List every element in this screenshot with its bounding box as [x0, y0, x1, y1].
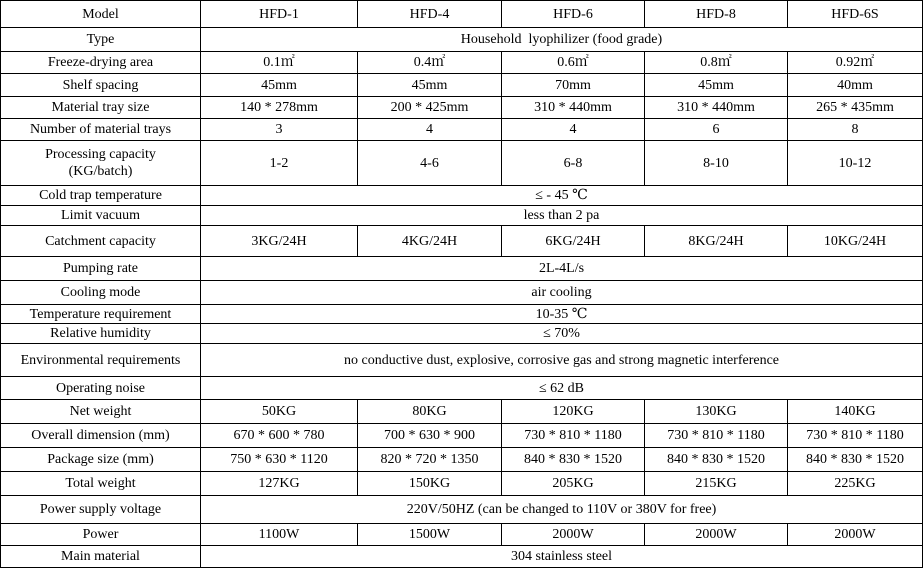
row-label: Power — [1, 524, 201, 546]
value-cell: 140 * 278mm — [201, 97, 358, 119]
value-cell: 1100W — [201, 524, 358, 546]
value-cell: ≤ - 45 ℃ — [201, 186, 923, 206]
value-cell: 10-35 ℃ — [201, 305, 923, 324]
value-cell: 3KG/24H — [201, 226, 358, 257]
row-label: Environmental requirements — [1, 344, 201, 377]
value-cell: 215KG — [645, 472, 788, 496]
value-cell: 6 — [645, 119, 788, 141]
row-overall-dimension — [1, 424, 923, 448]
value-cell: 0.8㎡ — [645, 52, 788, 74]
value-cell: 700 * 630 * 900 — [358, 424, 502, 448]
value-cell: 225KG — [788, 472, 923, 496]
value-cell: ≤ 70% — [201, 324, 923, 344]
row-label: Main material — [1, 546, 201, 568]
value-cell: 304 stainless steel — [201, 546, 923, 568]
value-cell: 10KG/24H — [788, 226, 923, 257]
value-cell: 45mm — [201, 74, 358, 97]
row-cold-trap-temperature — [1, 186, 923, 206]
row-label: Catchment capacity — [1, 226, 201, 257]
row-label: Model — [1, 1, 201, 28]
row-label: Overall dimension (mm) — [1, 424, 201, 448]
row-limit-vacuum — [1, 206, 923, 226]
value-cell: 150KG — [358, 472, 502, 496]
row-shelf-spacing — [1, 74, 923, 97]
row-label: Number of material trays — [1, 119, 201, 141]
value-cell: 840 * 830 * 1520 — [502, 448, 645, 472]
value-cell: 2L-4L/s — [201, 257, 923, 281]
value-cell: 200 * 425mm — [358, 97, 502, 119]
row-package-size — [1, 448, 923, 472]
value-cell: 8 — [788, 119, 923, 141]
value-cell: 8KG/24H — [645, 226, 788, 257]
value-cell: 70mm — [502, 74, 645, 97]
value-cell: 1500W — [358, 524, 502, 546]
value-cell: no conductive dust, explosive, corrosive gas and strong magnetic interference — [201, 344, 923, 377]
value-cell: 127KG — [201, 472, 358, 496]
value-cell: 840 * 830 * 1520 — [788, 448, 923, 472]
value-cell: 4 — [502, 119, 645, 141]
value-cell: 6-8 — [502, 141, 645, 186]
row-label: Temperature requirement — [1, 305, 201, 324]
row-model — [1, 1, 923, 28]
value-cell: 310 * 440mm — [645, 97, 788, 119]
value-cell: Household lyophilizer (food grade) — [201, 28, 923, 52]
row-power-supply-voltage — [1, 496, 923, 524]
model-cell: HFD-4 — [358, 1, 502, 28]
value-cell: 4-6 — [358, 141, 502, 186]
row-label: Cold trap temperature — [1, 186, 201, 206]
row-label: Cooling mode — [1, 281, 201, 305]
model-cell: HFD-6 — [502, 1, 645, 28]
value-cell: 730 * 810 * 1180 — [645, 424, 788, 448]
value-cell: 45mm — [645, 74, 788, 97]
row-environmental-requirements — [1, 344, 923, 377]
row-cooling-mode — [1, 281, 923, 305]
value-cell: 0.4㎡ — [358, 52, 502, 74]
row-processing-capacity — [1, 141, 923, 186]
value-cell: 730 * 810 * 1180 — [788, 424, 923, 448]
row-label: Package size (mm) — [1, 448, 201, 472]
row-label: Type — [1, 28, 201, 52]
row-label: Limit vacuum — [1, 206, 201, 226]
value-cell: less than 2 pa — [201, 206, 923, 226]
row-total-weight — [1, 472, 923, 496]
row-label: Operating noise — [1, 377, 201, 400]
row-label: Material tray size — [1, 97, 201, 119]
row-operating-noise — [1, 377, 923, 400]
value-cell: 130KG — [645, 400, 788, 424]
value-cell: 50KG — [201, 400, 358, 424]
row-temperature-requirement — [1, 305, 923, 324]
value-cell: 670 * 600 * 780 — [201, 424, 358, 448]
value-cell: 140KG — [788, 400, 923, 424]
value-cell: 80KG — [358, 400, 502, 424]
value-cell: 45mm — [358, 74, 502, 97]
value-cell: 310 * 440mm — [502, 97, 645, 119]
row-label: Total weight — [1, 472, 201, 496]
row-material-tray-size — [1, 97, 923, 119]
value-cell: 730 * 810 * 1180 — [502, 424, 645, 448]
model-cell: HFD-1 — [201, 1, 358, 28]
value-cell: 750 * 630 * 1120 — [201, 448, 358, 472]
value-cell: 220V/50HZ (can be changed to 110V or 380V for free) — [201, 496, 923, 524]
value-cell: 820 * 720 * 1350 — [358, 448, 502, 472]
model-cell: HFD-8 — [645, 1, 788, 28]
value-cell: 2000W — [645, 524, 788, 546]
value-cell: 265 * 435mm — [788, 97, 923, 119]
row-catchment-capacity — [1, 226, 923, 257]
value-cell: 0.6㎡ — [502, 52, 645, 74]
value-cell: 10-12 — [788, 141, 923, 186]
row-number-of-trays — [1, 119, 923, 141]
value-cell: 1-2 — [201, 141, 358, 186]
value-cell: 6KG/24H — [502, 226, 645, 257]
value-cell: 205KG — [502, 472, 645, 496]
value-cell: 0.92㎡ — [788, 52, 923, 74]
row-freeze-drying-area — [1, 52, 923, 74]
row-type — [1, 28, 923, 52]
row-label: Net weight — [1, 400, 201, 424]
value-cell: 840 * 830 * 1520 — [645, 448, 788, 472]
row-label: Freeze-drying area — [1, 52, 201, 74]
value-cell: 120KG — [502, 400, 645, 424]
value-cell: 40mm — [788, 74, 923, 97]
value-cell: 2000W — [788, 524, 923, 546]
row-label: Processing capacity (KG/batch) — [1, 141, 201, 186]
value-cell: ≤ 62 dB — [201, 377, 923, 400]
value-cell: 4KG/24H — [358, 226, 502, 257]
row-relative-humidity — [1, 324, 923, 344]
value-cell: air cooling — [201, 281, 923, 305]
row-net-weight — [1, 400, 923, 424]
model-cell: HFD-6S — [788, 1, 923, 28]
value-cell: 3 — [201, 119, 358, 141]
row-label: Power supply voltage — [1, 496, 201, 524]
row-main-material — [1, 546, 923, 568]
row-label: Pumping rate — [1, 257, 201, 281]
row-pumping-rate — [1, 257, 923, 281]
value-cell: 2000W — [502, 524, 645, 546]
value-cell: 4 — [358, 119, 502, 141]
value-cell: 8-10 — [645, 141, 788, 186]
value-cell: 0.1㎡ — [201, 52, 358, 74]
row-label: Relative humidity — [1, 324, 201, 344]
row-label: Shelf spacing — [1, 74, 201, 97]
row-power — [1, 524, 923, 546]
